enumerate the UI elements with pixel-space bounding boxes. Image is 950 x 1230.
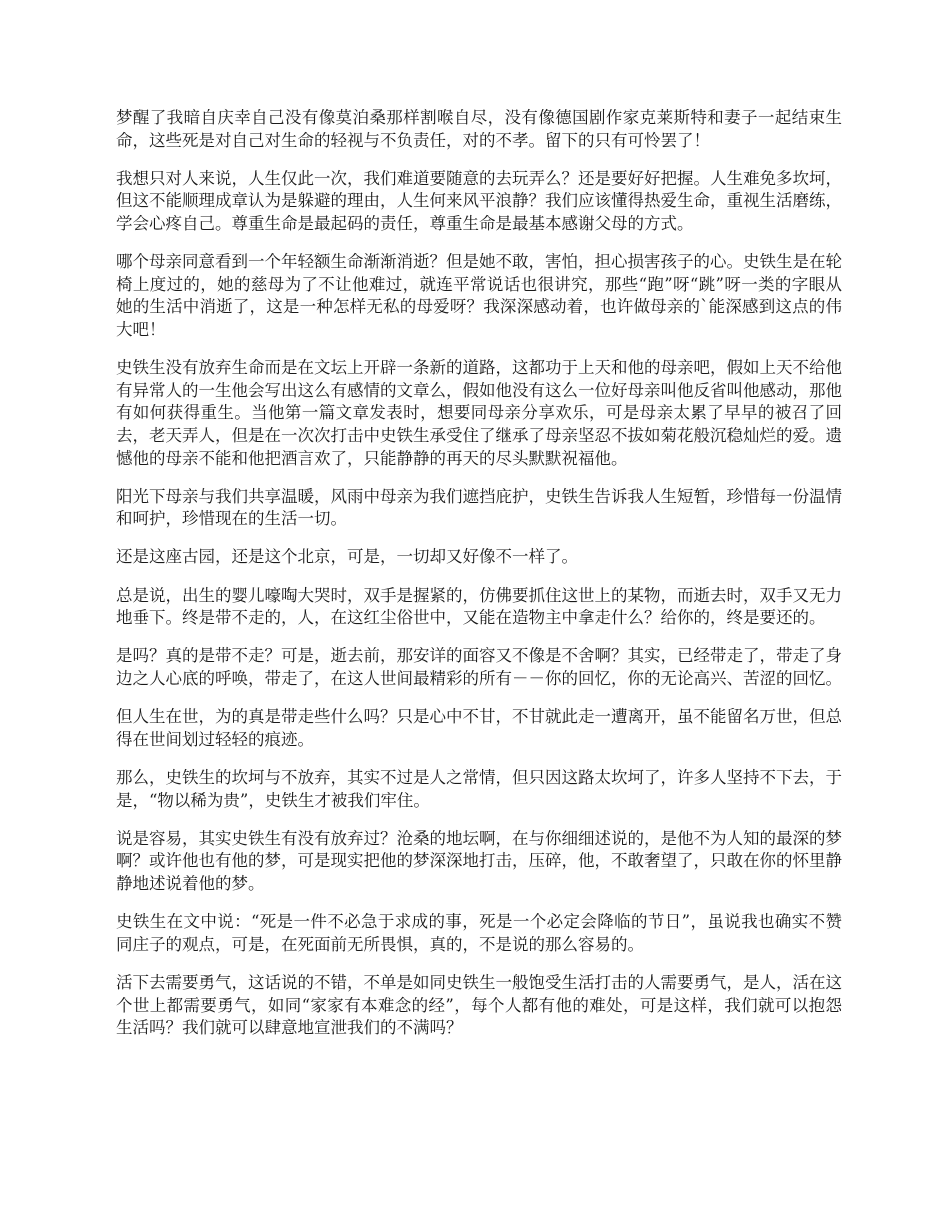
paragraph: 史铁生没有放弃生命而是在文坛上开辟一条新的道路，这都功于上天和他的母亲吧，假如上天不给他有异常人的一生他会写出这么有感情的文章么，假如他没有这么一位好母亲叫他反省叫他感动，那他有如何获得重生。当他第一篇文章发表时，想要同母亲分享欢乐，可是母亲太累了早早的被召了回去，老天弄人，但是在一次次打击中史铁生承受住了继承了母亲坚忍不拔如菊花般沉稳灿烂的爱。遗憾他的母亲不能和他把酒言欢了，只能静静的再天的尽头默默祝福他。 [116, 358, 842, 468]
paragraph: 总是说，出生的婴儿嚎啕大哭时，双手是握紧的，仿佛要抓住这世上的某物，而逝去时，双手又无力地垂下。终是带不走的，人，在这红尘俗世中，又能在造物主中拿走什么？给你的，终是要还的。 [116, 585, 842, 628]
paragraph: 我想只对人来说，人生仅此一次，我们难道要随意的去玩弄么？还是要好好把握。人生难免多坎坷，但这不能顺理成章认为是躲避的理由，人生何来风平浪静？我们应该懂得热爱生命，重视生活磨练，学会心疼自己。尊重生命是最起码的责任，尊重生命是最基本感谢父母的方式。 [116, 168, 842, 233]
paragraph: 还是这座古园，还是这个北京，可是，一切却又好像不一样了。 [116, 547, 578, 567]
paragraph: 但人生在世，为的真是带走些什么吗？只是心中不甘，不甘就此走一遭离开，虽不能留名万世，但总得在世间划过轻轻的痕迹。 [116, 707, 842, 749]
paragraph: 是吗？真的是带不走？可是，逝去前，那安详的面容又不像是不舍啊？其实，已经带走了，带走了身边之人心底的呼唤，带走了，在这人世间最精彩的所有－－你的回忆，你的无论高兴、苦涩的回忆。 [116, 646, 842, 689]
paragraph: 活下去需要勇气，这话说的不错，不单是如同史铁生一般饱受生活打击的人需要勇气，是人，活在这个世上都需要勇气，如同“家家有本难念的经”，每个人都有他的难处，可是这样，我们就可以抱怨生活吗？我们就可以肆意地宣泄我们的不满吗？ [116, 972, 842, 1038]
document-page [116, 107, 842, 1055]
paragraph: 梦醒了我暗自庆幸自己没有像莫泊桑那样割喉自尽，没有像德国剧作家克莱斯特和妻子一起结束生命，这些死是对自己对生命的轻视与不负责任，对的不孝。留下的只有可怜罢了！ [116, 108, 842, 150]
paragraph: 史铁生在文中说：“死是一件不必急于求成的事，死是一个必定会降临的节日”，虽说我也确实不赞同庄子的观点，可是，在死面前无所畏惧，真的，不是说的那么容易的。 [116, 912, 842, 954]
paragraph: 说是容易，其实史铁生有没有放弃过？沧桑的地坛啊，在与你细细述说的，是他不为人知的最深的梦啊？或许他也有他的梦，可是现实把他的梦深深地打击，压碎，他，不敢奢望了，只敢在你的怀里静静地述说着他的梦。 [116, 828, 842, 893]
paragraph: 阳光下母亲与我们共享温暖，风雨中母亲为我们遮挡庇护，史铁生告诉我人生短暂，珍惜每一份温情和呵护，珍惜现在的生活一切。 [116, 486, 842, 529]
paragraph: 那么，史铁生的坎坷与不放弃，其实不过是人之常情，但只因这路太坎坷了，许多人坚持不下去，于是，“物以稀为贵”，史铁生才被我们牢住。 [116, 768, 842, 810]
paragraph: 哪个母亲同意看到一个年轻额生命渐渐消逝？但是她不敢，害怕，担心损害孩子的心。史铁生是在轮椅上度过的，她的慈母为了不让他难过，就连平常说话也很讲究，那些“跑”呀“跳”呀一类的字眼从她的生活中消逝了，这是一种怎样无私的母爱呀？我深深感动着，也许做母亲的`能深感到这点的伟大吧！ [116, 252, 842, 339]
